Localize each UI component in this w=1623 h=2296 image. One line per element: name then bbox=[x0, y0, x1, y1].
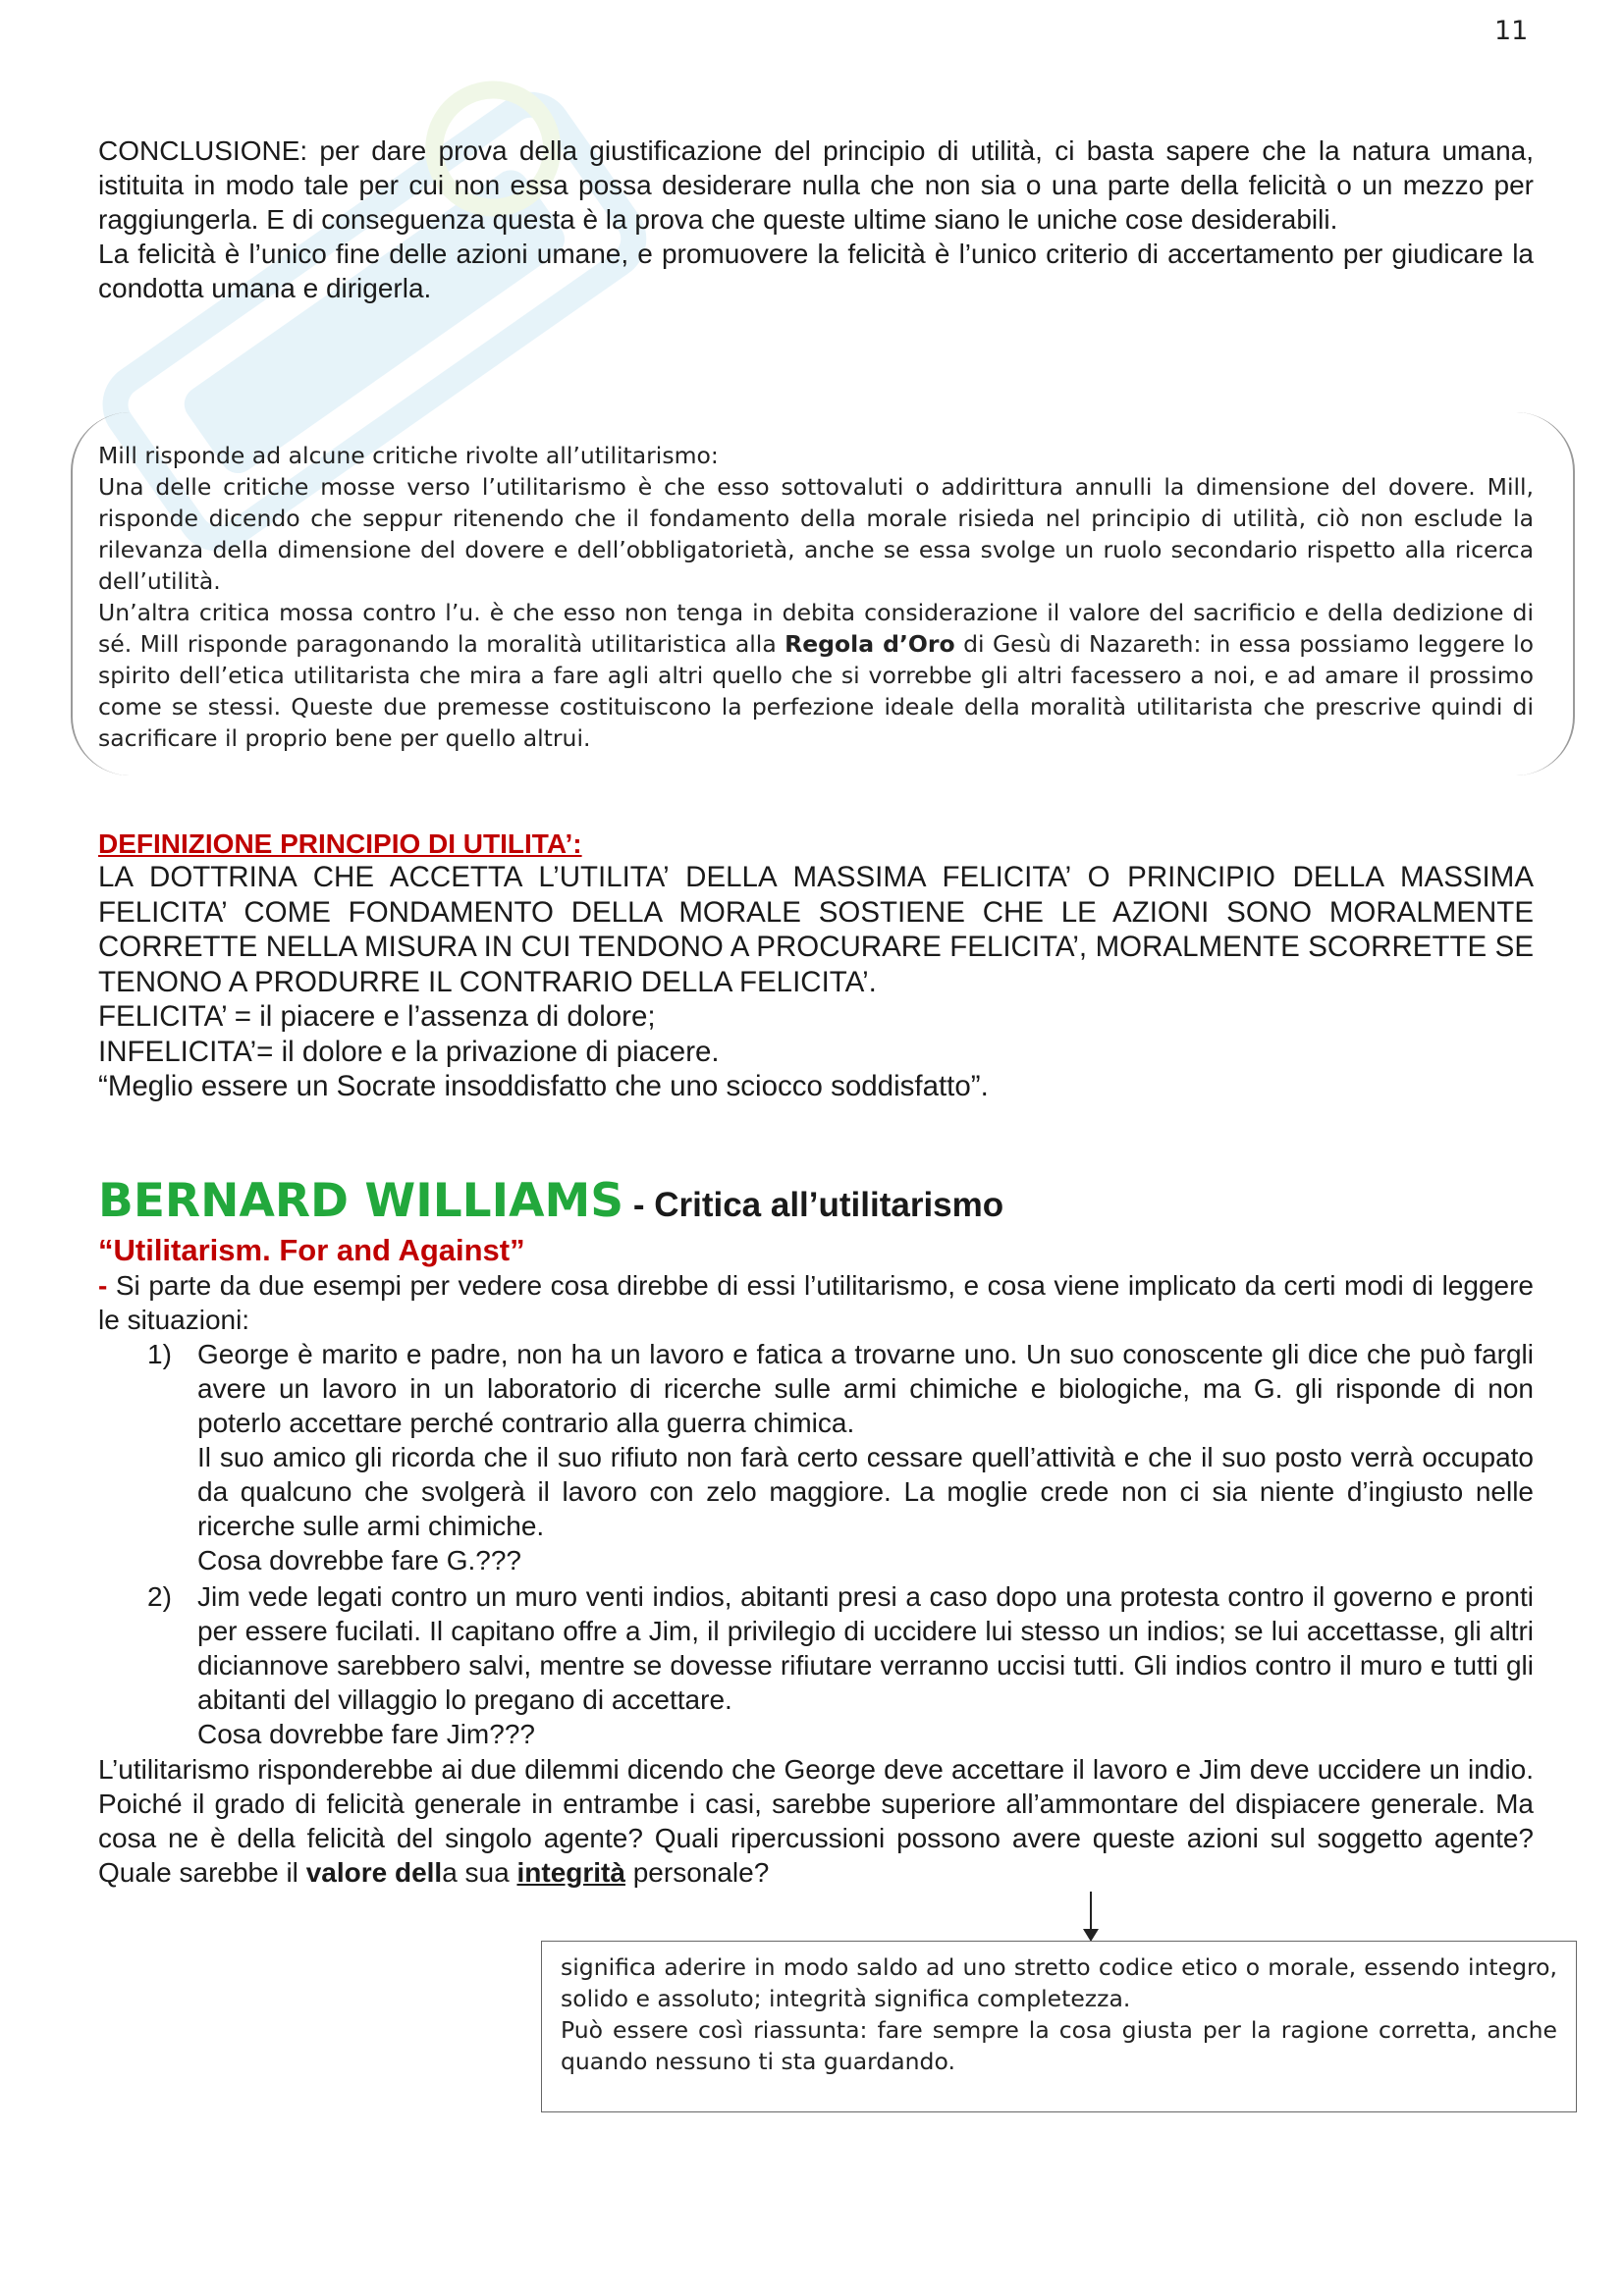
integrity-paragraph: Può essere così riassunta: fare sempre la cosa giusta per la ragione corretta, anche quando nessuno ti sta guardando. bbox=[561, 2016, 1557, 2075]
conclusion-paragraph: CONCLUSIONE: per dare prova della giustificazione del principio di utilità, ci basta sapere che la natura umana, istituita in modo tale per cui non essa possa desiderare nulla che non sia o una parte della felicità o un mezzo per raggiungerla. E di conseguenza questa è la prova che queste ultime siano le uniche cose desiderabili. bbox=[98, 135, 1534, 235]
page-number: 11 bbox=[1494, 16, 1529, 46]
unhappiness-definition: INFELICITA’= il dolore e la privazione di piacere. bbox=[98, 1035, 720, 1068]
critiques-section bbox=[98, 440, 1534, 754]
example-question: Cosa dovrebbe fare Jim??? bbox=[197, 1719, 535, 1749]
golden-rule: Regola d’Oro bbox=[784, 630, 955, 658]
happiness-definition: FELICITA’ = il piacere e l’assenza di dolore; bbox=[98, 1000, 656, 1033]
list-number: 2) bbox=[147, 1581, 172, 1612]
williams-conclusion: L’utilitarismo risponderebbe ai due dilemmi dicendo che George deve accettare il lavoro e Jim deve uccidere un indio. Poiché il grado di felicità generale in entrambe i casi, sarebbe superiore all’ammontare del dispiacere generale. Ma cosa ne è della felicità del singolo agente? Quali ripercussioni possono avere queste azioni sul soggetto agente? Quale sarebbe il valore della sua integrità personale? bbox=[98, 1754, 1534, 1888]
book-title: “Utilitarism. For and Against” bbox=[98, 1233, 525, 1267]
definition-body: LA DOTTRINA CHE ACCETTA L’UTILITA’ DELLA MASSIMA FELICITA’ O PRINCIPIO DELLA MASSIMA FELICITA’ COME FONDAMENTO DELLA MORALE SOSTIENE CHE LE AZIONI SONO MORALMENTE CORRETTE NELLA MISURA IN CUI TENDONO A PROCURARE FELICITA’, MORALMENTE SCORRETTE SE TENONO A PRODURRE IL CONTRARIO DELLA FELICITA’. bbox=[98, 861, 1534, 998]
arrow-down-icon bbox=[1076, 1892, 1106, 1943]
definition-heading: DEFINIZIONE PRINCIPIO DI UTILITA’: bbox=[98, 828, 582, 859]
author-name: BERNARD WILLIAMS bbox=[98, 1174, 624, 1228]
critiques-paragraph: Un’altra critica mossa contro l’u. è che esso non tenga in debita considerazione il valore del sacrificio e della dedizione di sé. Mill risponde paragonando la moralità utilitaristica alla Regola d’Oro di Gesù di Nazareth: in essa possiamo leggere lo spirito dell’etica utilitarista che mira a fare agli altri quello che si vorrebbe gli altri facessero a noi, e ad amare il prossimo come se stessi. Queste due premesse costituiscono la perfezione ideale della moralità utilitarista che prescrive quindi di sacrificare il proprio bene per quello altrui. bbox=[98, 599, 1534, 752]
section-title bbox=[98, 1174, 1003, 1228]
conclusion-section bbox=[98, 133, 1534, 305]
example-paragraph: Jim vede legati contro un muro venti indios, abitanti presi a caso dopo una protesta contro il governo e pronti per essere fucilati. Il capitano offre a Jim, il privilegio di uccidere lui stesso un indios; se lui accettasse, gli altri diciannove sarebbero salvi, mentre se dovesse rifiutare verranno uccisi tutti. Gli indios contro il muro e tutti gli abitanti del villaggio lo pregano di accettare. bbox=[197, 1581, 1534, 1715]
definition-section bbox=[98, 860, 1534, 1104]
critiques-paragraph: Una delle critiche mosse verso l’utilitarismo è che esso sottovaluti o addirittura annulli la dimensione del dovere. Mill, risponde dicendo che seppur ritenendo che il fondamento della morale risieda nel principio di utilità, ciò non esclude la rilevanza della dimensione del dovere e dell’obbligatorietà, anche se essa svolge un ruolo secondario rispetto alla ricerca dell’utilità. bbox=[98, 473, 1534, 595]
example-george bbox=[98, 1337, 1534, 1577]
list-number: 1) bbox=[147, 1339, 172, 1369]
intro-paragraph: - Si parte da due esempi per vedere cosa direbbe di essi l’utilitarismo, e cosa viene implicato da certi modi di leggere le situazioni: bbox=[98, 1270, 1534, 1335]
conclusion-paragraph: La felicità è l’unico fine delle azioni umane, e promuovere la felicità è l’unico criterio di accertamento per giudicare la condotta umana e dirigerla. bbox=[98, 239, 1534, 303]
integrity-paragraph: significa aderire in modo saldo ad uno stretto codice etico o morale, essendo integro, solido e assoluto; integrità significa completezza. bbox=[561, 1953, 1557, 2012]
example-jim bbox=[98, 1579, 1534, 1751]
section-subtitle: - Critica all’utilitarismo bbox=[623, 1186, 1004, 1224]
integrity-definition bbox=[561, 1951, 1557, 2077]
example-paragraph: Il suo amico gli ricorda che il suo rifiuto non farà certo cessare quell’attività e che il suo posto verrà occupato da qualcuno che svolgerà il lavoro con zelo maggiore. La moglie crede non ci sia niente d’ingiusto nelle ricerche sulle armi chimiche. bbox=[197, 1442, 1534, 1541]
socrates-quote: “Meglio essere un Socrate insoddisfatto che uno sciocco soddisfatto”. bbox=[98, 1070, 989, 1102]
example-paragraph: George è marito e padre, non ha un lavoro e fatica a trovarne uno. Un suo conoscente gli dice che può fargli avere un lavoro in un laboratorio di ricerche sulle armi chimiche e biologiche, ma G. gli risponde di non poterlo accettare perché contrario alla guerra chimica. bbox=[197, 1339, 1534, 1438]
integrity-term: integrità bbox=[516, 1857, 625, 1888]
critiques-title: Mill risponde ad alcune critiche rivolte all’utilitarismo: bbox=[98, 442, 719, 469]
dash-marker: - bbox=[98, 1270, 108, 1301]
example-question: Cosa dovrebbe fare G.??? bbox=[197, 1545, 521, 1575]
